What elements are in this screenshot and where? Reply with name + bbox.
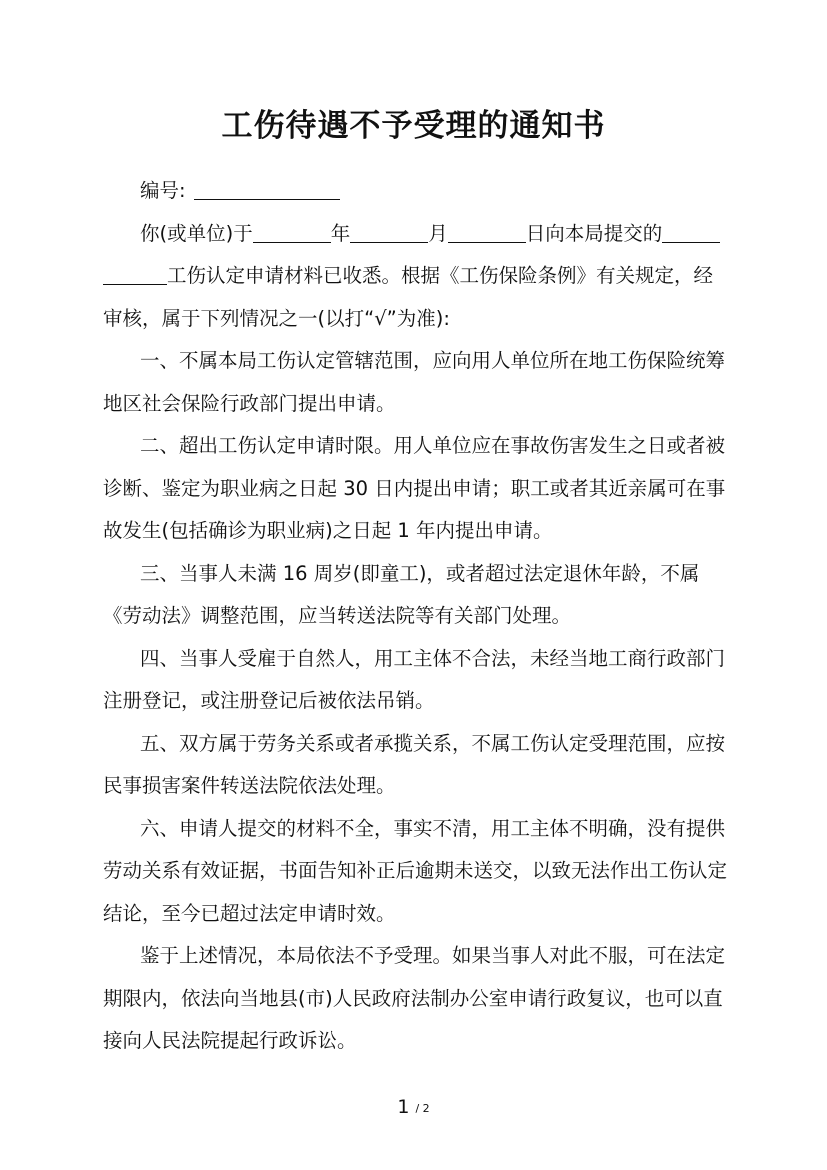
item-text: 注册登记，或注册登记后被依法吊销。 [103,689,435,712]
item-text: 三、当事人未满 16 周岁(即童工)，或者超过法定退休年龄，不属 [140,561,700,585]
code-line [103,170,723,213]
intro-line-3 [103,298,723,341]
item-text: 地区社会保险行政部门提出申请。 [103,391,396,415]
item-3-line-2 [103,595,723,638]
item-1-line-1 [103,340,726,383]
item-text: 劳动关系有效证据，书面告知补正后逾期未送交，以致无法作出工伤认定 [103,859,728,882]
item-text: 二、超出工伤认定申请时限。用人单位应在事故伤害发生之日或者被 [140,434,726,457]
item-6-line-2 [103,850,728,893]
conclusion-text: 接向人民法院提起行政诉讼。 [103,1029,357,1052]
document-body [103,170,728,1063]
item-text: 四、当事人受雇于自然人，用工主体不合法，未经当地工商行政部门 [140,646,726,670]
month-blank [350,218,428,243]
document-title: 工伤待遇不予受理的通知书 [221,108,606,144]
conclusion-line-3 [103,1020,723,1063]
item-6-line-3 [103,893,723,936]
item-text: 故发生(包括确诊为职业病)之日起 1 年内提出申请。 [103,519,553,542]
page-number [0,1094,827,1122]
item-1-line-2 [103,383,723,426]
item-text: 五、双方属于劳务关系或者承揽关系，不属工伤认定受理范围，应按 [140,731,726,755]
intro-line-1 [103,213,723,256]
item-text: 诊断、鉴定为职业病之日起 30 日内提出申请；职工或者其近亲属可在事 [103,476,726,500]
item-text: 民事损害案件转送法院依法处理。 [103,774,396,797]
item-text: 《劳动法》调整范围，应当转送法院等有关部门处理。 [103,604,572,627]
page-current: 1 [397,1096,410,1118]
intro-line-3-text: 审核，属于下列情况之一(以打“√”为准): [103,306,450,330]
conclusion-text: 期限内，依法向当地县(市)人民政府法制办公室申请行政复议，也可以直 [103,986,723,1010]
day-blank [448,218,526,243]
item-text: 结论，至今已超过法定申请时效。 [103,901,396,925]
item-4-line-2 [103,680,723,723]
code-label: 编号: [140,179,186,202]
conclusion-text: 鉴于上述情况，本局依法不予受理。如果当事人对此不服，可在法定 [140,944,726,967]
item-2-line-1 [103,425,726,468]
intro-year-label: 年 [330,221,351,245]
conclusion-line-2 [103,978,723,1021]
intro-month-label: 月 [428,221,448,245]
item-3-line-1 [103,553,723,596]
code-blank [194,175,340,200]
material-blank-2 [103,260,167,285]
intro-line-2 [103,255,723,298]
item-text: 六、申请人提交的材料不全，事实不清，用工主体不明确，没有提供 [140,816,726,840]
item-5-line-1 [103,723,726,766]
material-blank-1 [662,218,720,243]
item-2-line-3 [103,510,723,553]
page-total: / 2 [415,1102,430,1115]
intro-day-label: 日向本局提交的 [525,221,663,245]
item-2-line-2 [103,468,726,511]
intro-start: 你(或单位)于 [140,221,253,245]
intro-line-2-text: 工伤认定申请材料已收悉。根据《工伤保险条例》有关规定，经 [167,264,714,287]
item-5-line-2 [103,765,723,808]
item-text: 一、不属本局工伤认定管辖范围，应向用人单位所在地工伤保险统筹 [140,349,726,372]
conclusion-line-1 [103,935,726,978]
year-blank [253,218,331,243]
item-6-line-1 [103,808,726,851]
item-4-line-1 [103,638,726,681]
